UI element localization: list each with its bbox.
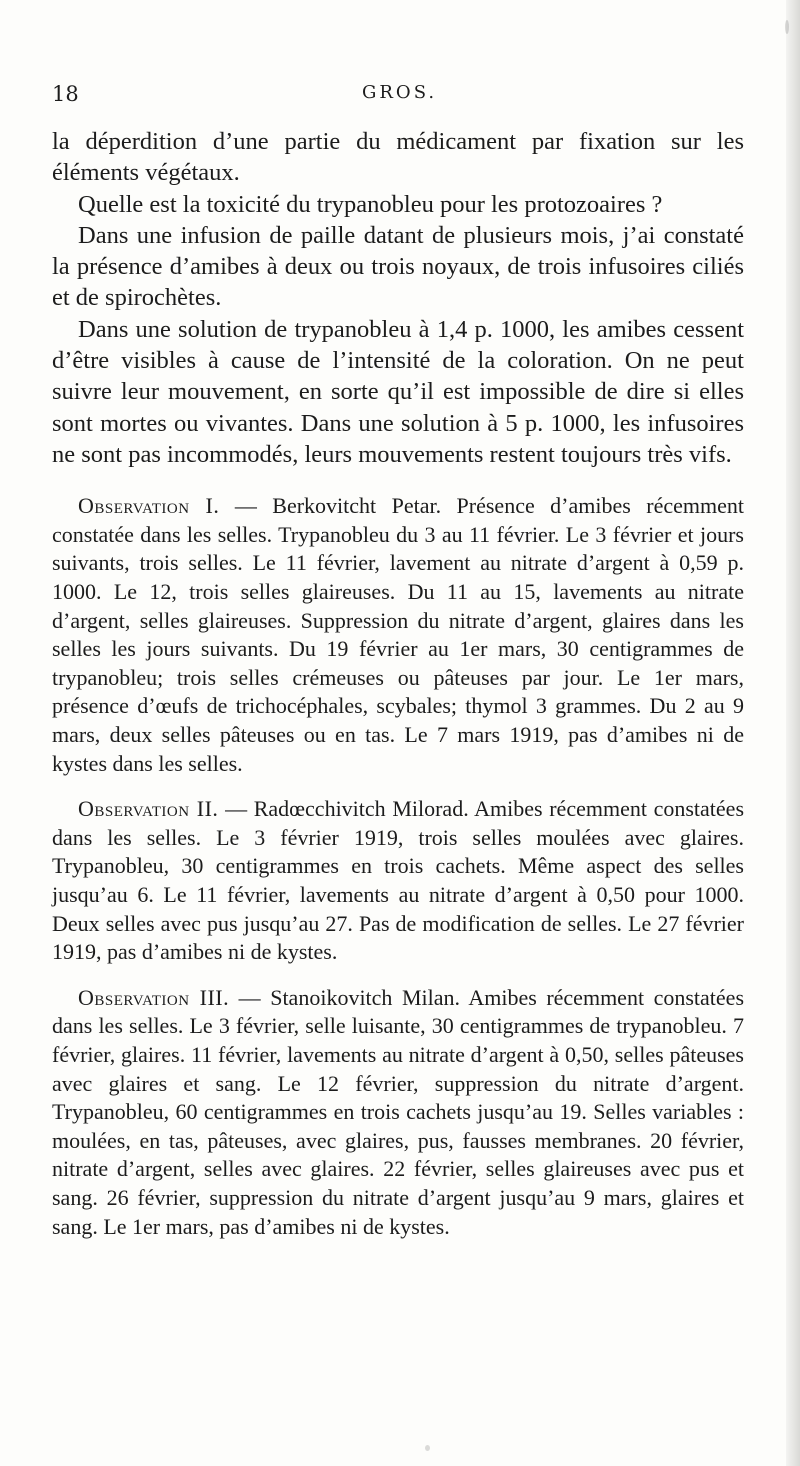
observation-1 — [52, 492, 744, 778]
observation-3-text: — Stanoikovitch Milan. Amibes récemment constatées dans les selles. Le 3 février, selle luisante, 30 centigrammes de trypanobleu. 7 février, glaires. 11 février, lavements au nitrate d’argent à 0,50, selles pâteuses avec glaires et sang. Le 12 février, suppression du nitrate d’argent. Trypanobleu, 60 centigrammes en trois cachets jusqu’au 19. Selles variables : moulées, en tas, pâteuses, avec glaires, pus, fausses membranes. 20 février, nitrate d’argent, selles avec glaires. 22 février, selles glaireuses avec pus et sang. 26 février, suppression du nitrate d’argent jusqu’au 9 mars, glaires et sang. Le 1er mars, pas d’amibes ni de kystes. — [52, 984, 745, 1239]
paragraph-infusion: Dans une infusion de paille datant de plusieurs mois, j’ai constaté la présence d’amibes à deux ou trois noyaux, de trois infusoires ciliés et de spirochètes. — [52, 221, 744, 312]
observation-3 — [52, 984, 744, 1241]
ink-speck — [785, 20, 789, 34]
ink-speck — [425, 1445, 430, 1451]
paragraph-question: Quelle est la toxicité du trypanobleu pour les protozoaires ? — [78, 190, 663, 218]
observation-2-text: — Radœcchivitch Milorad. Amibes récemment constatées dans les selles. Le 3 février 1919, trois selles moulées avec glaires. Trypanobleu, 30 centigrammes en trois cachets. Même aspect des selles jusqu’au 6. Le 11 février, lavements au nitrate d’argent à 0,50 pour 1000. Deux selles avec pus jusqu’au 27. Pas de modification de selles. Le 27 février 1919, pas d’amibes ni de kystes. — [52, 796, 745, 965]
observation-1-text: — Berkovitcht Petar. Présence d’amibes récemment constatée dans les selles. Trypanobleu du 3 au 11 février. Le 3 février et jours suivants, trois selles. Le 11 février, lavement au nitrate d’argent à 0,59 p. 1000. Le 12, trois selles glaireuses. Du 11 au 15, lavements au nitrate d’argent, selles glaireuses. Suppression du nitrate d’argent, glaires dans les selles les jours suivants. Du 19 février au 1er mars, 30 centigrammes de trypanobleu; trois selles crémeuses ou pâteuses par jour. Le 1er mars, présence d’œufs de trichocéphales, scybales; thymol 3 grammes. Du 2 au 9 mars, deux selles pâteuses ou en tas. Le 7 mars 1919, pas d’amibes ni de kystes dans les selles. — [52, 493, 744, 776]
running-title: GROS. — [362, 82, 438, 103]
page-header — [52, 82, 742, 112]
body-text — [52, 126, 744, 1241]
paragraph-solution: Dans une solution de trypanobleu à 1,4 p. 1000, les amibes cessent d’être visibles à cause de l’intensité de la coloration. On ne peut suivre leur mouvement, en sorte qu’il est impossible de dire si elles sont mortes ou vivantes. Dans une solution à 5 p. 1000, les infusoires ne sont pas incommodés, leurs mouvements restent toujours très vifs. — [52, 315, 744, 468]
observation-2 — [52, 795, 744, 967]
page-number: 18 — [52, 82, 79, 106]
observation-3-label: Observation III. — [78, 984, 230, 1010]
scan-border-shadow — [786, 0, 800, 1466]
paragraph-continuation: la déperdition d’une partie du médicament par fixation sur les éléments végétaux. — [52, 128, 744, 187]
observation-1-label: Observation I. — [78, 493, 220, 519]
observation-2-label: Observation II. — [78, 796, 219, 822]
